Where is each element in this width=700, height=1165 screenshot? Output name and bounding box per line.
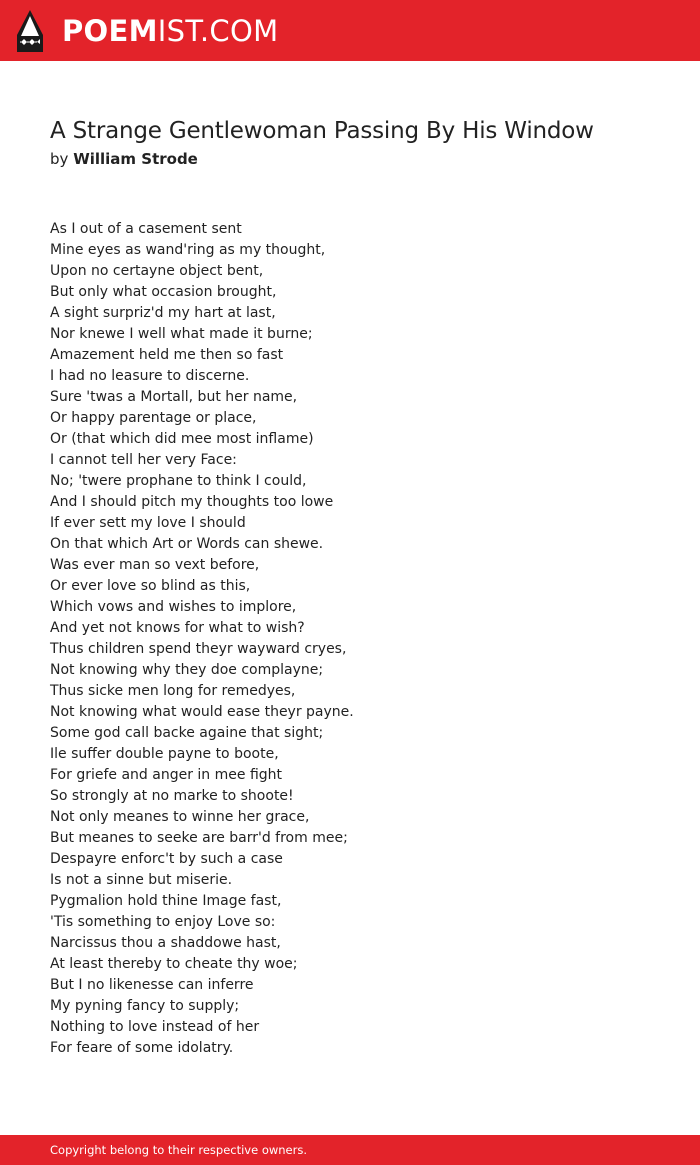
poem-line: Pygmalion hold thine Image fast, [50,893,282,909]
poem-line: Mine eyes as wand'ring as my thought, [50,242,326,258]
poem-line: Nor knewe I well what made it burne; [50,326,313,342]
poem-line: On that which Art or Words can shewe. [50,536,324,552]
poem-line: Narcissus thou a shaddowe hast, [50,935,281,951]
poem-line: But only what occasion brought, [50,284,277,300]
logo-wordmark [62,13,279,48]
poem-line: No; 'twere prophane to think I could, [50,473,307,489]
poem-line: My pyning fancy to supply; [50,998,240,1014]
poem-line: Or (that which did mee most inflame) [50,431,314,447]
poem-line: Not knowing why they doe complayne; [50,662,324,678]
footer-bar [0,1135,700,1165]
logo-text-light: IST.COM [157,13,279,48]
poem-line: I cannot tell her very Face: [50,452,237,468]
poem-line: But I no likenesse can inferre [50,977,254,993]
header-bar [0,0,700,61]
poem-line: At least thereby to cheate thy woe; [50,956,298,972]
poem-line: Sure 'twas a Mortall, but her name, [50,389,298,405]
by-label: by [50,150,69,168]
copyright-text: Copyright belong to their respective owners. [50,1143,308,1157]
poem-line: Upon no certayne object bent, [50,263,264,279]
poem-line: I had no leasure to discerne. [50,368,250,384]
byline [50,149,198,169]
poem-body [50,219,670,1059]
poem-line: 'Tis something to enjoy Love so: [50,914,276,930]
poem-line: Or ever love so blind as this, [50,578,251,594]
logo-text-strong: POEM [62,13,158,48]
poem-line: Or happy parentage or place, [50,410,257,426]
poem-line: Was ever man so vext before, [50,557,260,573]
poem-line: If ever sett my love I should [50,515,246,531]
poem-line: Thus sicke men long for remedyes, [50,683,296,699]
poem-line: Thus children spend theyr wayward cryes, [50,641,347,657]
poem-line: And I should pitch my thoughts too lowe [50,494,334,510]
poem-title: A Strange Gentlewoman Passing By His Window [50,118,594,144]
poem-line: Not only meanes to winne her grace, [50,809,310,825]
poem-line: For feare of some idolatry. [50,1040,234,1056]
poem-line: Which vows and wishes to implore, [50,599,297,615]
poem-line: And yet not knows for what to wish? [50,620,305,636]
poem-line: As I out of a casement sent [50,221,242,237]
poem-line: Ile suffer double payne to boote, [50,746,279,762]
poem-line: For griefe and anger in mee fight [50,767,283,783]
poem-line: But meanes to seeke are barr'd from mee; [50,830,348,846]
poem-line: Is not a sinne but miserie. [50,872,233,888]
author-name: William Strode [73,150,198,168]
site-logo[interactable] [17,9,278,53]
poem-line: Some god call backe againe that sight; [50,725,324,741]
pencil-icon [17,10,43,52]
poem-line: Not knowing what would ease theyr payne. [50,704,354,720]
poem-line: A sight surpriz'd my hart at last, [50,305,276,321]
poem-line: Amazement held me then so fast [50,347,284,363]
poem-line: So strongly at no marke to shoote! [50,788,294,804]
poem-line: Despayre enforc't by such a case [50,851,283,867]
poem-line: Nothing to love instead of her [50,1019,260,1035]
